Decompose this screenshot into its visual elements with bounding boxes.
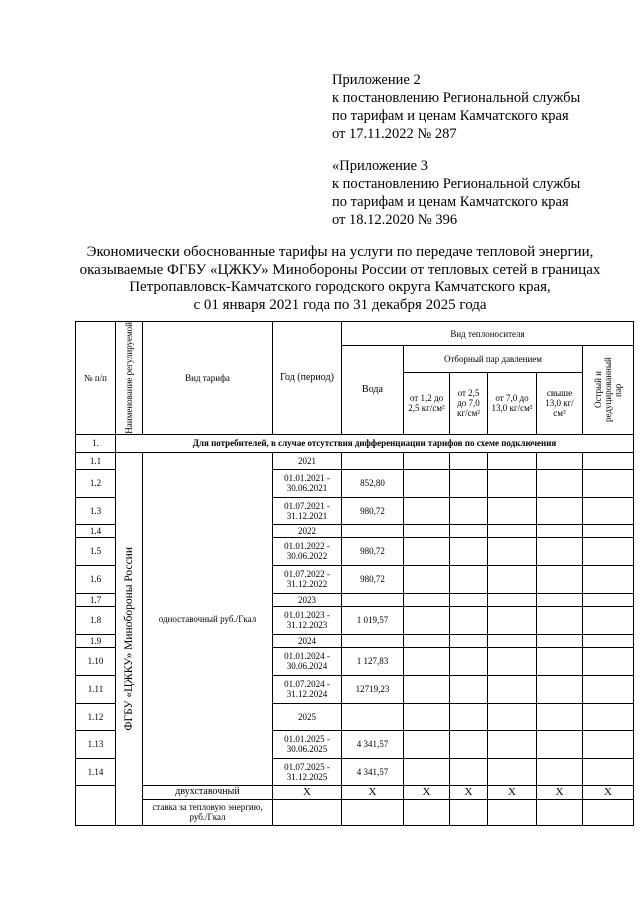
x-mark: Х bbox=[583, 785, 634, 799]
appendix-2-line-4: от 17.11.2022 № 287 bbox=[332, 126, 457, 142]
row-empty-cell bbox=[404, 799, 450, 825]
row-empty-cell bbox=[583, 647, 634, 675]
row-num: 1.10 bbox=[76, 647, 116, 675]
x-mark: Х bbox=[273, 785, 342, 799]
row-empty-cell bbox=[488, 497, 537, 524]
row-empty-cell bbox=[450, 606, 488, 634]
org-name: ФГБУ «ЦЖКУ» Минобороны России bbox=[123, 546, 135, 731]
title-line-4: с 01 января 2021 года по 31 декабря 2025 года bbox=[193, 296, 487, 313]
row-num: 1.9 bbox=[76, 634, 116, 647]
row-period: 2024 bbox=[273, 634, 342, 647]
row-empty-cell bbox=[488, 758, 537, 785]
row-water-value: 4 341,57 bbox=[342, 730, 404, 758]
row-empty-cell bbox=[450, 593, 488, 606]
row-empty-cell bbox=[404, 452, 450, 469]
row-water-value bbox=[342, 703, 404, 730]
header-sharp: Острый и редуцированный пар bbox=[593, 357, 623, 423]
row-empty-cell bbox=[404, 647, 450, 675]
x-mark: Х bbox=[450, 785, 488, 799]
header-year: Год (период) bbox=[273, 322, 342, 435]
row-water-value: 980,72 bbox=[342, 565, 404, 593]
row-empty-cell bbox=[537, 469, 583, 497]
row-water-value: 980,72 bbox=[342, 497, 404, 524]
row-empty-cell bbox=[537, 606, 583, 634]
row-empty-cell bbox=[450, 758, 488, 785]
row-empty-cell bbox=[450, 537, 488, 565]
appendix-2-line-1: Приложение 2 bbox=[332, 72, 421, 88]
x-mark: Х bbox=[404, 785, 450, 799]
row-period: 01.07.2025 - 31.12.2025 bbox=[273, 758, 342, 785]
two-part-row bbox=[76, 785, 634, 799]
row-water-value bbox=[342, 524, 404, 537]
row-empty-cell bbox=[404, 593, 450, 606]
row-empty-cell bbox=[450, 675, 488, 703]
row-empty-cell bbox=[488, 703, 537, 730]
row-period: 01.01.2022 - 30.06.2022 bbox=[273, 537, 342, 565]
row-num: 1.5 bbox=[76, 537, 116, 565]
row-empty-cell bbox=[583, 497, 634, 524]
row-water-value: 1 127,83 bbox=[342, 647, 404, 675]
row-empty-cell bbox=[342, 799, 404, 825]
row-empty-cell bbox=[450, 497, 488, 524]
row-empty-cell bbox=[488, 634, 537, 647]
row-empty-cell bbox=[404, 565, 450, 593]
row-num: 1.4 bbox=[76, 524, 116, 537]
heat-rate-row bbox=[76, 799, 634, 825]
row-num: 1.12 bbox=[76, 703, 116, 730]
row-empty-cell bbox=[583, 758, 634, 785]
row-empty-cell bbox=[488, 537, 537, 565]
header-p2: от 2,5 до 7,0 кг/см² bbox=[450, 372, 488, 434]
category-text: Для потребителей, в случае отсутствия дифференциации тарифов по схеме подключения bbox=[116, 434, 634, 452]
row-num: 1.6 bbox=[76, 565, 116, 593]
row-empty-cell bbox=[450, 799, 488, 825]
row-empty-cell bbox=[583, 703, 634, 730]
row-empty-cell bbox=[537, 758, 583, 785]
row-empty-cell bbox=[450, 565, 488, 593]
row-empty-cell bbox=[537, 565, 583, 593]
row-empty-cell bbox=[404, 634, 450, 647]
row-num: 1.8 bbox=[76, 606, 116, 634]
row-empty-cell bbox=[450, 634, 488, 647]
header-steam: Отборный пар давлением bbox=[404, 346, 583, 373]
row-empty-cell bbox=[583, 593, 634, 606]
row-period: 2025 bbox=[273, 703, 342, 730]
appendix-2-block bbox=[332, 71, 632, 143]
row-water-value: 12719,23 bbox=[342, 675, 404, 703]
row-period: 01.01.2024 - 30.06.2024 bbox=[273, 647, 342, 675]
header-sharp-cell bbox=[583, 346, 634, 435]
row-empty-cell bbox=[488, 593, 537, 606]
row-empty-cell bbox=[537, 799, 583, 825]
row-empty-cell bbox=[537, 537, 583, 565]
row-empty-cell bbox=[450, 647, 488, 675]
header-carrier: Вид теплоносителя bbox=[342, 322, 634, 346]
row-water-value: 852,80 bbox=[342, 469, 404, 497]
header-tariff-type: Вид тарифа bbox=[143, 322, 273, 435]
row-num: 1.14 bbox=[76, 758, 116, 785]
row-water-value bbox=[342, 452, 404, 469]
title-line-2: оказываемые ФГБУ «ЦЖКУ» Минобороны России от тепловых сетей в границах bbox=[79, 261, 601, 278]
row-empty-cell bbox=[488, 606, 537, 634]
row-water-value: 980,72 bbox=[342, 537, 404, 565]
row-num: 1.7 bbox=[76, 593, 116, 606]
row-period: 2022 bbox=[273, 524, 342, 537]
row-period: 01.01.2025 - 30.06.2025 bbox=[273, 730, 342, 758]
row-empty-cell bbox=[450, 730, 488, 758]
row-empty-cell bbox=[404, 703, 450, 730]
row-empty-cell bbox=[537, 647, 583, 675]
category-num: 1. bbox=[76, 434, 116, 452]
row-empty-cell bbox=[583, 469, 634, 497]
row-empty-cell bbox=[404, 675, 450, 703]
row-empty-cell bbox=[450, 524, 488, 537]
row-empty-cell bbox=[404, 758, 450, 785]
header-p3: от 7,0 до 13,0 кг/см² bbox=[488, 372, 537, 434]
row-empty-cell bbox=[404, 469, 450, 497]
appendix-3-line-4: от 18.12.2020 № 396 bbox=[332, 212, 458, 228]
row-empty-cell bbox=[537, 593, 583, 606]
row-empty-cell bbox=[537, 634, 583, 647]
row-empty-cell bbox=[537, 675, 583, 703]
appendix-3-line-1: «Приложение 3 bbox=[332, 158, 428, 174]
header-org: Наименование регулируемой bbox=[124, 322, 134, 434]
row-num: 1.13 bbox=[76, 730, 116, 758]
row-water-value: 4 341,57 bbox=[342, 758, 404, 785]
row-empty-cell bbox=[450, 452, 488, 469]
header-num: № п/п bbox=[76, 322, 116, 435]
row-water-value: 1 019,57 bbox=[342, 606, 404, 634]
x-mark: Х bbox=[537, 785, 583, 799]
row-empty-cell bbox=[404, 606, 450, 634]
header-row-1 bbox=[76, 322, 634, 346]
row-empty-cell bbox=[488, 469, 537, 497]
category-row bbox=[76, 434, 634, 452]
x-mark: Х bbox=[488, 785, 537, 799]
row-empty-cell bbox=[488, 799, 537, 825]
one-part-tariff: одноставочный руб./Гкал bbox=[143, 452, 273, 785]
row-empty-cell bbox=[450, 703, 488, 730]
appendix-3-line-2: к постановлению Региональной службы bbox=[332, 176, 581, 192]
row-empty-cell bbox=[488, 647, 537, 675]
row-water-value bbox=[342, 593, 404, 606]
row-empty-cell bbox=[583, 634, 634, 647]
org-cell bbox=[116, 452, 143, 825]
row-empty-cell bbox=[488, 524, 537, 537]
appendix-2-line-2: к постановлению Региональной службы bbox=[332, 90, 581, 106]
row-empty-cell bbox=[537, 703, 583, 730]
appendix-3-line-3: по тарифам и ценам Камчатского края bbox=[332, 194, 569, 210]
row-period: 01.01.2023 - 31.12.2023 bbox=[273, 606, 342, 634]
row-empty-cell bbox=[404, 497, 450, 524]
row-empty-cell bbox=[583, 606, 634, 634]
title-line-3: Петропавловск-Камчатского городского округа Камчатского края, bbox=[129, 279, 551, 295]
row-num: 1.1 bbox=[76, 452, 116, 469]
row-empty-cell bbox=[583, 537, 634, 565]
row-empty-cell bbox=[404, 524, 450, 537]
appendix-3-block bbox=[332, 157, 632, 229]
header-p4: свыше 13,0 кг/см² bbox=[537, 372, 583, 434]
row-empty-cell bbox=[537, 730, 583, 758]
header-p1: от 1,2 до 2,5 кг/см² bbox=[404, 372, 450, 434]
row-period: 2023 bbox=[273, 593, 342, 606]
row-num: 1.11 bbox=[76, 675, 116, 703]
row-period: 01.07.2024 - 31.12.2024 bbox=[273, 675, 342, 703]
title-line-1: Экономически обоснованные тарифы на услуги по передаче тепловой энергии, bbox=[86, 244, 594, 260]
row-empty-cell bbox=[583, 565, 634, 593]
appendix-2-line-3: по тарифам и ценам Камчатского края bbox=[332, 108, 569, 124]
document-title bbox=[60, 244, 620, 314]
row-empty-cell bbox=[583, 524, 634, 537]
row-empty-cell bbox=[488, 452, 537, 469]
row-empty-cell bbox=[583, 675, 634, 703]
row-num-empty bbox=[76, 785, 116, 825]
row-water-value bbox=[342, 634, 404, 647]
row-empty-cell bbox=[450, 469, 488, 497]
row-empty-cell bbox=[537, 524, 583, 537]
x-mark: Х bbox=[342, 785, 404, 799]
tariff-table bbox=[75, 321, 634, 826]
heat-rate-label: ставка за тепловую энергию, руб./Гкал bbox=[143, 799, 273, 825]
row-empty-cell bbox=[404, 537, 450, 565]
row-empty-cell bbox=[404, 730, 450, 758]
row-empty-cell bbox=[488, 730, 537, 758]
row-period: 01.07.2022 - 31.12.2022 bbox=[273, 565, 342, 593]
table-row bbox=[76, 452, 634, 469]
row-empty-cell bbox=[488, 565, 537, 593]
row-num: 1.2 bbox=[76, 469, 116, 497]
row-empty-cell bbox=[537, 497, 583, 524]
header-org-cell bbox=[116, 322, 143, 435]
row-empty-cell bbox=[583, 730, 634, 758]
row-num: 1.3 bbox=[76, 497, 116, 524]
row-empty-cell bbox=[583, 452, 634, 469]
two-part-tariff: двухставочный bbox=[143, 785, 273, 799]
row-empty-cell bbox=[537, 452, 583, 469]
header-water: Вода bbox=[342, 346, 404, 435]
row-period: 01.01.2021 - 30.06.2021 bbox=[273, 469, 342, 497]
row-empty-cell bbox=[488, 675, 537, 703]
row-empty-cell bbox=[273, 799, 342, 825]
row-period: 2021 bbox=[273, 452, 342, 469]
row-empty-cell bbox=[583, 799, 634, 825]
row-period: 01.07.2021 - 31.12.2021 bbox=[273, 497, 342, 524]
